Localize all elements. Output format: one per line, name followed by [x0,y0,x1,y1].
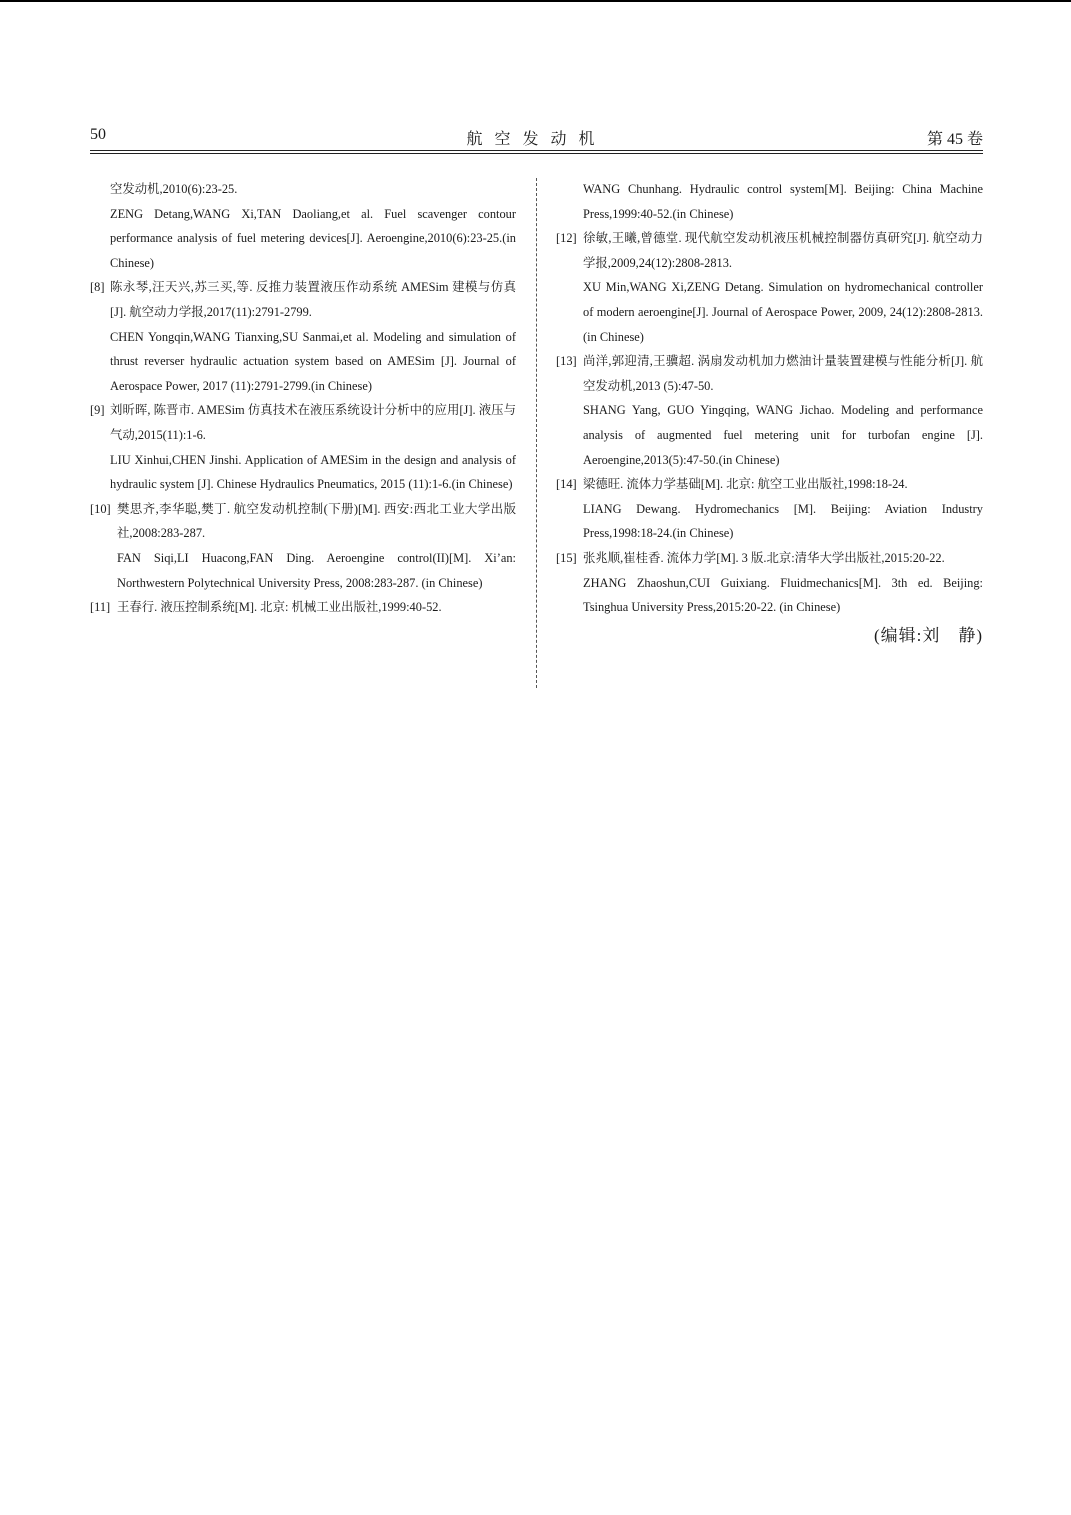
top-border-line [0,0,1071,2]
reference-item [90,497,516,595]
reference-zh-text: 刘昕晖, 陈晋市. AMESim 仿真技术在液压系统设计分析中的应用[J]. 液压与气动,2015(11):1-6. [110,403,516,442]
reference-zh-text: 张兆顺,崔桂香. 流体力学[M]. 3 版.北京:清华大学出版社,2015:20-22. [583,550,945,565]
right-column-references [556,177,983,648]
header-rule-bottom [90,153,983,154]
reference-continued [556,177,983,226]
reference-number: [11] [90,600,111,615]
reference-item [556,349,983,472]
reference-zh-text: 尚洋,郭迎清,王骥超. 涡扇发动机加力燃油计量装置建模与性能分析[J]. 航空发动机,2013 (5):47-50. [583,354,983,393]
reference-number: [12] [556,231,577,246]
reference-number: [15] [556,550,577,565]
reference-item [90,595,516,620]
volume-label: 第 45 卷 [926,131,983,148]
reference-zh-text: 陈永琴,汪天兴,苏三买,等. 反推力装置液压作动系统 AMESim 建模与仿真[J]. 航空动力学报,2017(11):2791-2799. [110,280,516,319]
reference-zh-text: 梁德旺. 流体力学基础[M]. 北京: 航空工业出版社,1998:18-24. [583,477,908,492]
reference-en-text: LIANG Dewang. Hydromechanics [M]. Beijing: Aviation Industry Press,1998:18-24.(in Chinese) [583,501,983,541]
reference-zh-text: 王春行. 液压控制系统[M]. 北京: 机械工业出版社,1999:40-52. [117,600,442,615]
reference-number: [9] [90,403,105,418]
editor-credit: (编辑:刘 静) [873,625,983,645]
reference-en-text: CHEN Yongqin,WANG Tianxing,SU Sanmai,et al. Modeling and simulation of thrust reverser hydraulic actuation system based on AMESim [J]. Journal of Aerospace Power, 2017 (11):2791-2799.(in Chinese) [110,329,516,393]
column-divider [536,178,537,688]
reference-number: [14] [556,477,577,492]
reference-item [556,472,983,546]
reference-item [90,275,516,398]
reference-zh-text: 空发动机,2010(6):23-25. [110,182,238,196]
reference-en-text: LIU Xinhui,CHEN Jinshi. Application of AMESim in the design and analysis of hydraulic system [J]. Chinese Hydraulics Pneumatics, 2015 (11):1-6.(in Chinese) [110,452,516,492]
reference-number: [13] [556,354,577,369]
reference-en-text: FAN Siqi,LI Huacong,FAN Ding. Aeroengine control(II)[M]. Xi’an: Northwestern Polytechnical University Press, 2008:283-287. (in Chinese) [117,550,516,590]
journal-title: 航空发动机 [466,131,607,148]
reference-en-text: SHANG Yang, GUO Yingqing, WANG Jichao. Modeling and performance analysis of augmented fuel metering unit for turbofan engine [J]. Aeroengine,2013(5):47-50.(in Chinese) [583,403,983,467]
reference-zh-text: 樊思齐,李华聪,樊丁. 航空发动机控制(下册)[M]. 西安:西北工业大学出版社,2008:283-287. [117,501,516,541]
left-column-references [90,177,516,620]
reference-number: [10] [90,501,111,516]
reference-item [556,226,983,349]
page-number: 50 [90,126,106,143]
reference-item [556,546,983,620]
reference-en-text: XU Min,WANG Xi,ZENG Detang. Simulation on hydromechanical controller of modern aeroengine[J]. Journal of Aerospace Power, 2009, 24(12):2808-2813.(in Chinese) [583,280,983,344]
running-header [90,126,983,148]
reference-zh-text: 徐敏,王曦,曾德堂. 现代航空发动机液压机械控制器仿真研究[J]. 航空动力学报,2009,24(12):2808-2813. [583,231,983,270]
header-rule-top [90,150,983,151]
reference-continued [90,177,516,275]
reference-number: [8] [90,280,105,295]
reference-en-text: WANG Chunhang. Hydraulic control system[M]. Beijing: China Machine Press,1999:40-52.(in Chinese) [583,182,983,221]
reference-en-text: ZENG Detang,WANG Xi,TAN Daoliang,et al. Fuel scavenger contour performance analysis of fuel metering devices[J]. Aeroengine,2010(6):23-25.(in Chinese) [110,206,516,270]
reference-en-text: ZHANG Zhaoshun,CUI Guixiang. Fluidmechanics[M]. 3th ed. Beijing: Tsinghua University Press,2015:20-22. (in Chinese) [583,575,983,615]
reference-item [90,398,516,496]
